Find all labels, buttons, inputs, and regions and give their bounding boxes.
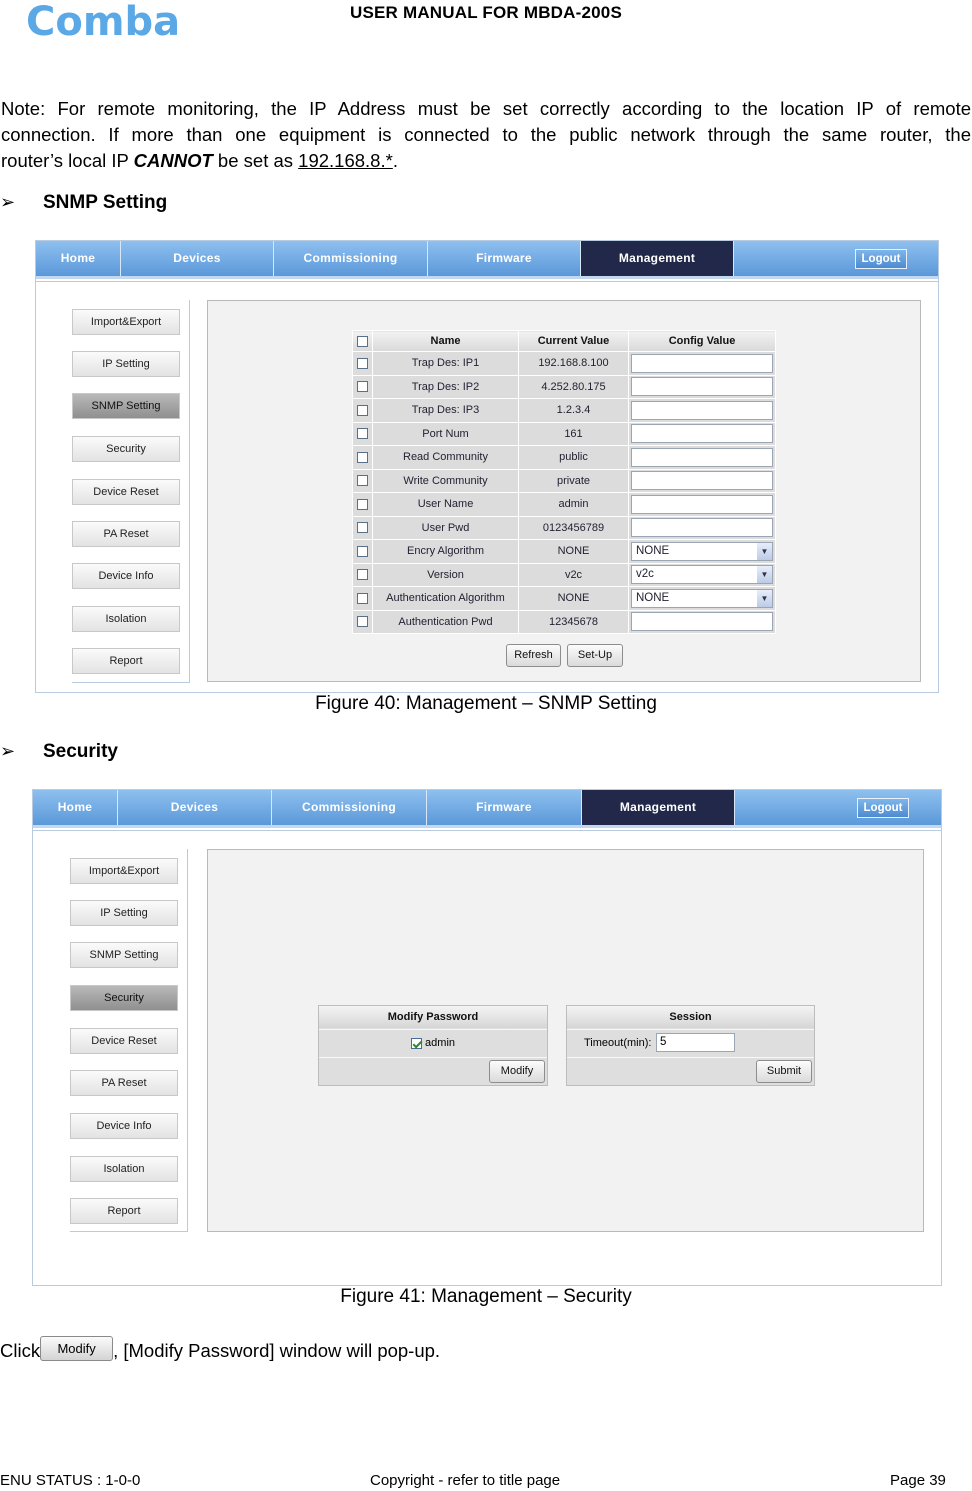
table-row (353, 422, 776, 446)
nav-firmware[interactable]: Firmware (427, 790, 582, 825)
sidebar-item-device-reset[interactable]: Device Reset (70, 1028, 178, 1054)
table-row (353, 610, 776, 634)
sidebar-item-snmp-setting[interactable]: SNMP Setting (72, 393, 180, 419)
logout-button[interactable]: Logout (857, 798, 909, 818)
footer-page-number: Page 39 (890, 1472, 946, 1489)
sidebar-item-pa-reset[interactable]: PA Reset (72, 521, 180, 547)
note-cannot-emphasis: CANNOT (133, 150, 213, 171)
submit-row (567, 1057, 814, 1083)
sidebar-item-security[interactable]: Security (70, 985, 178, 1011)
user-row (319, 1029, 547, 1055)
management-sidebar (70, 849, 188, 1232)
select-value: NONE (636, 591, 670, 604)
snmp-table-header (353, 331, 776, 352)
nav-home[interactable]: Home (33, 790, 118, 825)
admin-checkbox[interactable] (411, 1038, 422, 1049)
row-config-cell (629, 563, 776, 587)
row-name: User Pwd (373, 516, 519, 540)
footer-status: ENU STATUS : 1-0-0 (0, 1472, 141, 1489)
row-name: Encry Algorithm (373, 540, 519, 564)
table-row (353, 375, 776, 399)
nav-devices[interactable]: Devices (121, 241, 274, 276)
table-row (353, 540, 776, 564)
row-checkbox[interactable] (357, 593, 368, 604)
row-current-value: 0123456789 (519, 516, 629, 540)
row-name: Read Community (373, 446, 519, 470)
nav-devices[interactable]: Devices (118, 790, 272, 825)
timeout-input[interactable]: 5 (656, 1033, 735, 1052)
security-section-heading: Security (43, 741, 118, 762)
select-value: v2c (636, 568, 654, 581)
row-check-cell (353, 352, 373, 376)
chevron-down-icon: ▼ (757, 566, 772, 583)
management-content (33, 830, 941, 1285)
row-checkbox[interactable] (357, 381, 368, 392)
refresh-button[interactable]: Refresh (506, 644, 561, 667)
row-checkbox[interactable] (357, 475, 368, 486)
logo-text: Comba (26, 2, 181, 40)
document-title: USER MANUAL FOR MBDA-200S (350, 3, 622, 22)
row-config-cell (629, 610, 776, 634)
nav-home[interactable]: Home (36, 241, 121, 276)
security-screenshot (32, 789, 942, 1286)
note-line-3-mid: be set as (212, 150, 299, 171)
snmp-table (352, 330, 776, 634)
table-row (353, 399, 776, 423)
row-check-cell (353, 469, 373, 493)
header-name: Name (373, 331, 519, 352)
sidebar-item-report[interactable]: Report (70, 1198, 178, 1224)
sidebar-item-snmp-setting[interactable]: SNMP Setting (70, 942, 178, 968)
nav-firmware[interactable]: Firmware (428, 241, 581, 276)
row-current-value: public (519, 446, 629, 470)
admin-user-label: admin (425, 1037, 456, 1049)
row-current-value: private (519, 469, 629, 493)
row-config-cell (629, 493, 776, 517)
sidebar-item-ip-setting[interactable]: IP Setting (70, 900, 178, 926)
session-title: Session (567, 1006, 814, 1028)
row-name: Port Num (373, 422, 519, 446)
management-content (36, 281, 938, 692)
row-check-cell (353, 493, 373, 517)
row-config-cell (629, 540, 776, 564)
row-name: Version (373, 563, 519, 587)
nav-commissioning[interactable]: Commissioning (272, 790, 427, 825)
row-check-cell (353, 587, 373, 611)
bullet-arrow-icon: ➢ (0, 741, 16, 762)
click-word: Click (0, 1340, 41, 1361)
note-paragraph (1, 96, 971, 174)
chevron-down-icon: ▼ (757, 590, 772, 607)
table-row (353, 516, 776, 540)
nav-spacer (735, 790, 941, 825)
config-input[interactable] (631, 377, 773, 396)
row-name: Trap Des: IP1 (373, 352, 519, 376)
row-check-cell (353, 610, 373, 634)
row-config-cell (629, 375, 776, 399)
row-checkbox[interactable] (357, 569, 368, 580)
sidebar-item-device-reset[interactable]: Device Reset (72, 479, 180, 505)
modify-button[interactable]: Modify (489, 1060, 545, 1083)
row-name: Write Community (373, 469, 519, 493)
row-current-value: 4.252.80.175 (519, 375, 629, 399)
table-row (353, 587, 776, 611)
figure-41-caption: Figure 41: Management – Security (340, 1286, 632, 1307)
table-row (353, 493, 776, 517)
click-instruction (0, 1338, 440, 1365)
config-input[interactable] (631, 471, 773, 490)
row-current-value: 12345678 (519, 610, 629, 634)
timeout-row (567, 1029, 814, 1055)
row-current-value: 192.168.8.100 (519, 352, 629, 376)
config-input[interactable] (631, 424, 773, 443)
snmp-heading-row (0, 192, 168, 213)
select-all-checkbox[interactable] (357, 336, 368, 347)
note-line-2: connection. If more than one equipment is connected to the public network through the same router, the (1, 124, 971, 145)
row-check-cell (353, 375, 373, 399)
sidebar-item-pa-reset[interactable]: PA Reset (70, 1070, 178, 1096)
management-sidebar (72, 300, 190, 683)
snmp-panel (207, 300, 921, 682)
row-check-cell (353, 516, 373, 540)
nav-commissioning[interactable]: Commissioning (274, 241, 428, 276)
sidebar-item-import-export[interactable]: Import&Export (70, 858, 178, 884)
config-input[interactable] (631, 401, 773, 420)
row-current-value: 161 (519, 422, 629, 446)
sidebar-item-device-info[interactable]: Device Info (72, 563, 180, 589)
table-row (353, 352, 776, 376)
nav-management[interactable]: Management (582, 790, 735, 825)
table-row (353, 469, 776, 493)
header-config-value: Config Value (629, 331, 776, 352)
nav-management[interactable]: Management (581, 241, 734, 276)
select-value: NONE (636, 544, 670, 557)
row-checkbox[interactable] (357, 405, 368, 416)
auth-algorithm-select[interactable] (631, 589, 773, 608)
sidebar-item-device-info[interactable]: Device Info (70, 1113, 178, 1139)
session-box (566, 1005, 815, 1086)
row-checkbox[interactable] (357, 358, 368, 369)
row-check-cell (353, 422, 373, 446)
row-check-cell (353, 399, 373, 423)
row-name: Trap Des: IP2 (373, 375, 519, 399)
row-config-cell (629, 446, 776, 470)
row-current-value: v2c (519, 563, 629, 587)
note-line-3-pre: router’s local IP (1, 150, 134, 171)
row-checkbox[interactable] (357, 522, 368, 533)
top-navigation (33, 790, 941, 828)
snmp-setting-screenshot (35, 240, 939, 693)
row-config-cell (629, 587, 776, 611)
note-line-3-post: . (392, 150, 398, 171)
sidebar-item-isolation[interactable]: Isolation (72, 606, 180, 632)
encry-algorithm-select[interactable] (631, 542, 773, 561)
inline-modify-button: Modify (40, 1336, 113, 1361)
row-config-cell (629, 422, 776, 446)
row-current-value: NONE (519, 587, 629, 611)
submit-button[interactable]: Submit (756, 1060, 812, 1083)
row-checkbox[interactable] (357, 452, 368, 463)
row-check-cell (353, 446, 373, 470)
sidebar-item-isolation[interactable]: Isolation (70, 1156, 178, 1182)
sidebar-item-import-export[interactable]: Import&Export (72, 309, 180, 335)
modify-password-title: Modify Password (319, 1006, 547, 1028)
row-checkbox[interactable] (357, 616, 368, 627)
note-ip-pattern: 192.168.8.* (298, 150, 393, 171)
row-current-value: admin (519, 493, 629, 517)
setup-button[interactable]: Set-Up (567, 644, 623, 667)
config-input[interactable] (631, 518, 773, 537)
row-current-value: NONE (519, 540, 629, 564)
row-name: Authentication Pwd (373, 610, 519, 634)
row-name: User Name (373, 493, 519, 517)
modify-row (319, 1057, 547, 1083)
sidebar-item-ip-setting[interactable]: IP Setting (72, 351, 180, 377)
timeout-label: Timeout(min): (584, 1037, 652, 1049)
bullet-arrow-icon: ➢ (0, 192, 16, 213)
row-config-cell (629, 352, 776, 376)
row-checkbox[interactable] (357, 546, 368, 557)
config-input[interactable] (631, 495, 773, 514)
row-check-cell (353, 563, 373, 587)
row-current-value: 1.2.3.4 (519, 399, 629, 423)
config-input[interactable] (631, 612, 773, 631)
note-line-3 (1, 148, 971, 174)
table-row (353, 446, 776, 470)
top-navigation (36, 241, 938, 279)
modify-password-box (318, 1005, 548, 1086)
figure-40-caption: Figure 40: Management – SNMP Setting (315, 693, 657, 714)
row-config-cell (629, 399, 776, 423)
sidebar-item-report[interactable]: Report (72, 648, 180, 674)
click-post-text: , [Modify Password] window will pop-up. (113, 1340, 441, 1361)
select-all-cell (353, 331, 373, 352)
row-checkbox[interactable] (357, 428, 368, 439)
row-config-cell (629, 516, 776, 540)
version-select[interactable] (631, 565, 773, 584)
chevron-down-icon: ▼ (757, 543, 772, 560)
note-line-1: Note: For remote monitoring, the IP Address must be set correctly according to the location IP of remote (1, 98, 971, 119)
security-panel (207, 849, 924, 1232)
table-row (353, 563, 776, 587)
row-config-cell (629, 469, 776, 493)
config-input[interactable] (631, 354, 773, 373)
config-input[interactable] (631, 448, 773, 467)
sidebar-item-security[interactable]: Security (72, 436, 180, 462)
row-checkbox[interactable] (357, 499, 368, 510)
logout-button[interactable]: Logout (855, 249, 907, 269)
footer-copyright: Copyright - refer to title page (370, 1472, 561, 1489)
security-heading-row (0, 741, 118, 762)
row-name: Trap Des: IP3 (373, 399, 519, 423)
snmp-section-heading: SNMP Setting (43, 192, 168, 213)
nav-spacer (734, 241, 938, 276)
row-name: Authentication Algorithm (373, 587, 519, 611)
header-current-value: Current Value (519, 331, 629, 352)
row-check-cell (353, 540, 373, 564)
